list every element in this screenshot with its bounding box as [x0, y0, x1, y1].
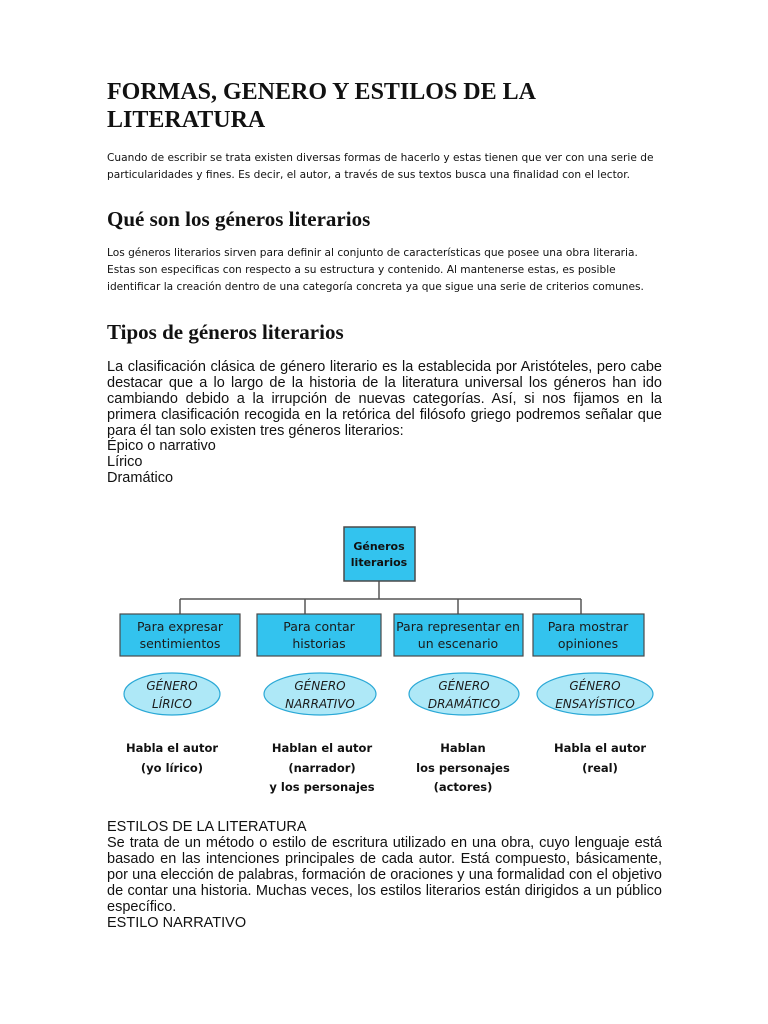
- branch-dramatico: [394, 614, 523, 794]
- root-box: [344, 527, 415, 581]
- box-label-line2: sentimientos: [139, 636, 221, 651]
- caption-line2: (narrador): [288, 761, 356, 775]
- genre-item-lirico: Lírico: [107, 454, 143, 470]
- caption-line3: (actores): [433, 780, 493, 794]
- diagram-connectors: [180, 581, 581, 614]
- branch-narrativo: [257, 614, 381, 794]
- caption-line2: (real): [582, 761, 618, 775]
- caption-line1: Hablan: [440, 741, 486, 755]
- section-heading-estilo-narrativo: ESTILO NARRATIVO: [107, 915, 247, 931]
- section-heading-tipos: Tipos de géneros literarios: [107, 320, 344, 344]
- caption-line2: los personajes: [416, 761, 510, 775]
- box-label-line2: historias: [292, 636, 346, 651]
- box-label-line2: un escenario: [417, 636, 499, 651]
- caption-line1: Hablan el autor: [271, 741, 373, 755]
- box-label-line2: opiniones: [557, 636, 619, 651]
- box-label-line1: Para mostrar: [547, 619, 629, 634]
- branch-ensayistico: [533, 614, 653, 775]
- section-paragraph-tipos: La clasificación clásica de género literario es la establecida por Aristóteles, pero cabe destacar que a lo largo de la historia de la literatura universal los géneros han ido cambiando debido a la irrupción de nuevas categorías. Así, si nos fijamos en la primera clasificación recogida en la retórica del filósofo griego podremos señalar que para él tan solo existen tres géneros literarios:: [107, 359, 662, 439]
- box-label-line1: Para expresar: [136, 619, 224, 634]
- caption-line2: (yo lírico): [140, 761, 204, 775]
- section-heading-estilos: ESTILOS DE LA LITERATURA: [107, 819, 307, 835]
- section-paragraph-que-son: Los géneros literarios sirven para definir al conjunto de características que posee una obra literaria. Estas son especificas con respecto a su estructura y contenido. Al mantenerse estas, es posible identificar la creación dentro de una categoría concreta ya que sigue una serie de criterios comunes.: [107, 247, 644, 293]
- root-label-line2: literarios: [350, 556, 408, 569]
- genre-item-dramatico: Dramático: [107, 470, 174, 486]
- section-paragraph-estilos: Se trata de un método o estilo de escritura utilizado en una obra, cuyo lenguaje está basado en las intenciones principales de cada autor. Está compuesto, básicamente, por una elección de palabras, formación de oraciones y una formalidad con el objetivo de contar una historia. Muchas veces, los estilos literarios están dirigidos a un público específico.: [107, 835, 662, 915]
- root-label-line1: Géneros: [353, 540, 405, 553]
- section-heading-que-son: Qué son los géneros literarios: [107, 207, 371, 231]
- ellipse-label-line2: ENSAYÍSTICO: [555, 697, 635, 711]
- ellipse-label-line2: LÍRICO: [152, 697, 192, 711]
- genre-item-epico: Épico o narrativo: [107, 438, 216, 454]
- box-label-line1: Para representar en: [396, 619, 520, 634]
- box-label-line1: Para contar: [283, 619, 355, 634]
- ellipse-label-line1: GÉNERO: [294, 679, 346, 693]
- caption-line1: Habla el autor: [553, 741, 647, 755]
- caption-line1: Habla el autor: [125, 741, 219, 755]
- document-title: FORMAS, GENERO Y ESTILOS DE LA LITERATURA: [107, 79, 535, 133]
- ellipse-label-line1: GÉNERO: [146, 679, 198, 693]
- ellipse-label-line2: DRAMÁTICO: [427, 697, 501, 711]
- branch-lirico: [120, 614, 240, 775]
- ellipse-label-line2: NARRATIVO: [285, 697, 355, 711]
- caption-line3: y los personajes: [269, 780, 375, 794]
- ellipse-label-line1: GÉNERO: [438, 679, 490, 693]
- intro-paragraph: Cuando de escribir se trata existen diversas formas de hacerlo y estas tienen que ver con una serie de particularidades y fines. Es decir, el autor, a través de sus textos busca una finalidad con el lector.: [107, 152, 654, 181]
- ellipse-label-line1: GÉNERO: [569, 679, 621, 693]
